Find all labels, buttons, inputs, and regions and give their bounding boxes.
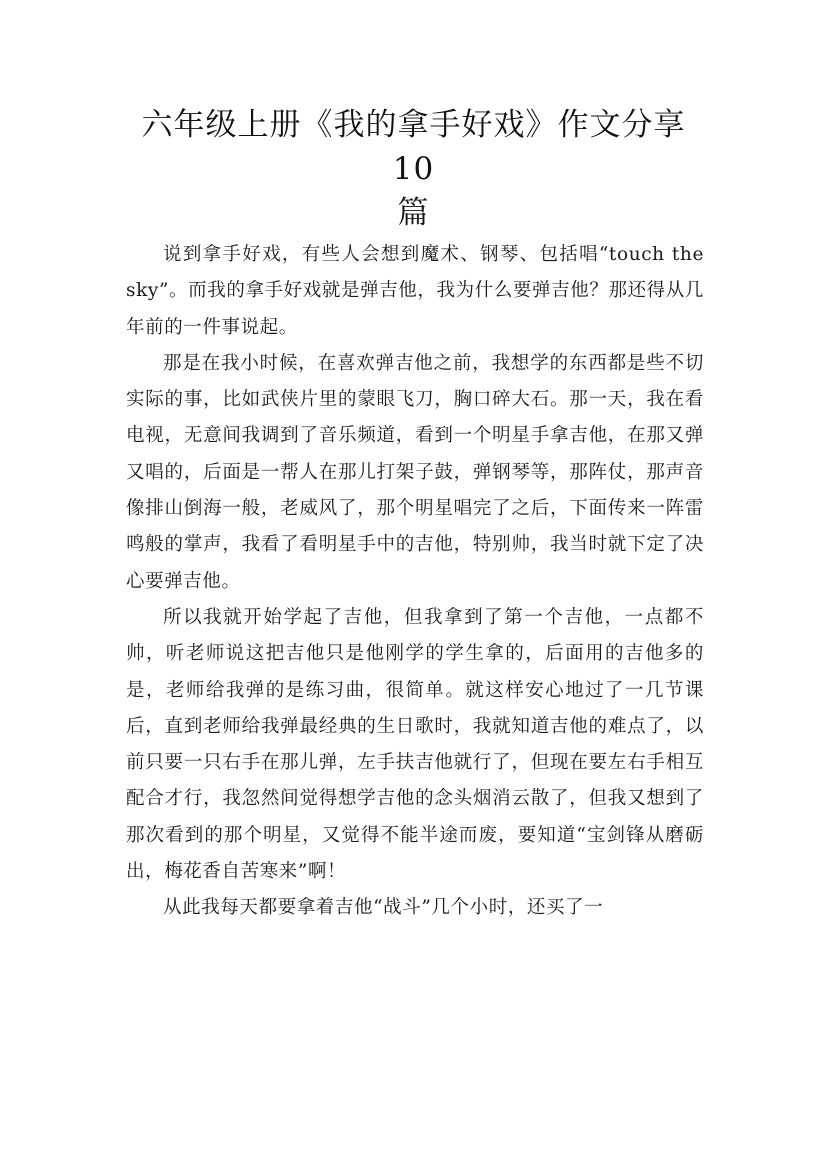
document-title — [120, 103, 707, 235]
title-line-2: 篇 — [397, 195, 430, 231]
title-line-1: 六年级上册《我的拿手好戏》作文分享 10 — [141, 107, 686, 187]
paragraph: 那是在我小时候，在喜欢弹吉他之前，我想学的东西都是些不切实际的事，比如武侠片里的蒙眼飞刀，胸口碎大石。那一天，我在看电视，无意间我调到了音乐频道，看到一个明星手拿吉他，在那又弹又唱的，后面是一帮人在那儿打架子鼓，弹钢琴等，那阵仗，那声音像排山倒海一般，老威风了，那个明星唱完了之后，下面传来一阵雷鸣般的掌声，我看了看明星手中的吉他，特别帅，我当时就下定了决心要弹吉他。 — [126, 352, 704, 592]
paragraph: 从此我每天都要拿着吉他“战斗”几个小时，还买了一 — [163, 897, 604, 919]
paragraph: 所以我就开始学起了吉他，但我拿到了第一个吉他，一点都不帅，听老师说这把吉他只是他刚学的学生拿的，后面用的吉他多的是，老师给我弹的是练习曲，很简单。就这样安心地过了一几节课后，直到老师给我弹最经典的生日歌时，我就知道吉他的难点了，以前只要一只右手在那儿弹，左手扶吉他就行了，但现在要左右手相互配合才行，我忽然间觉得想学吉他的念头烟消云散了，但我又想到了那次看到的那个明星，又觉得不能半途而废，要知道“宝剑锋从磨砺出，梅花香自苦寒来”啊！ — [126, 606, 704, 883]
paragraph: 说到拿手好戏，有些人会想到魔术、钢琴、包括唱“touch the sky”。而我的拿手好戏就是弹吉他，我为什么要弹吉他？那还得从几年前的一件事说起。 — [126, 244, 704, 338]
document-body — [126, 237, 704, 927]
